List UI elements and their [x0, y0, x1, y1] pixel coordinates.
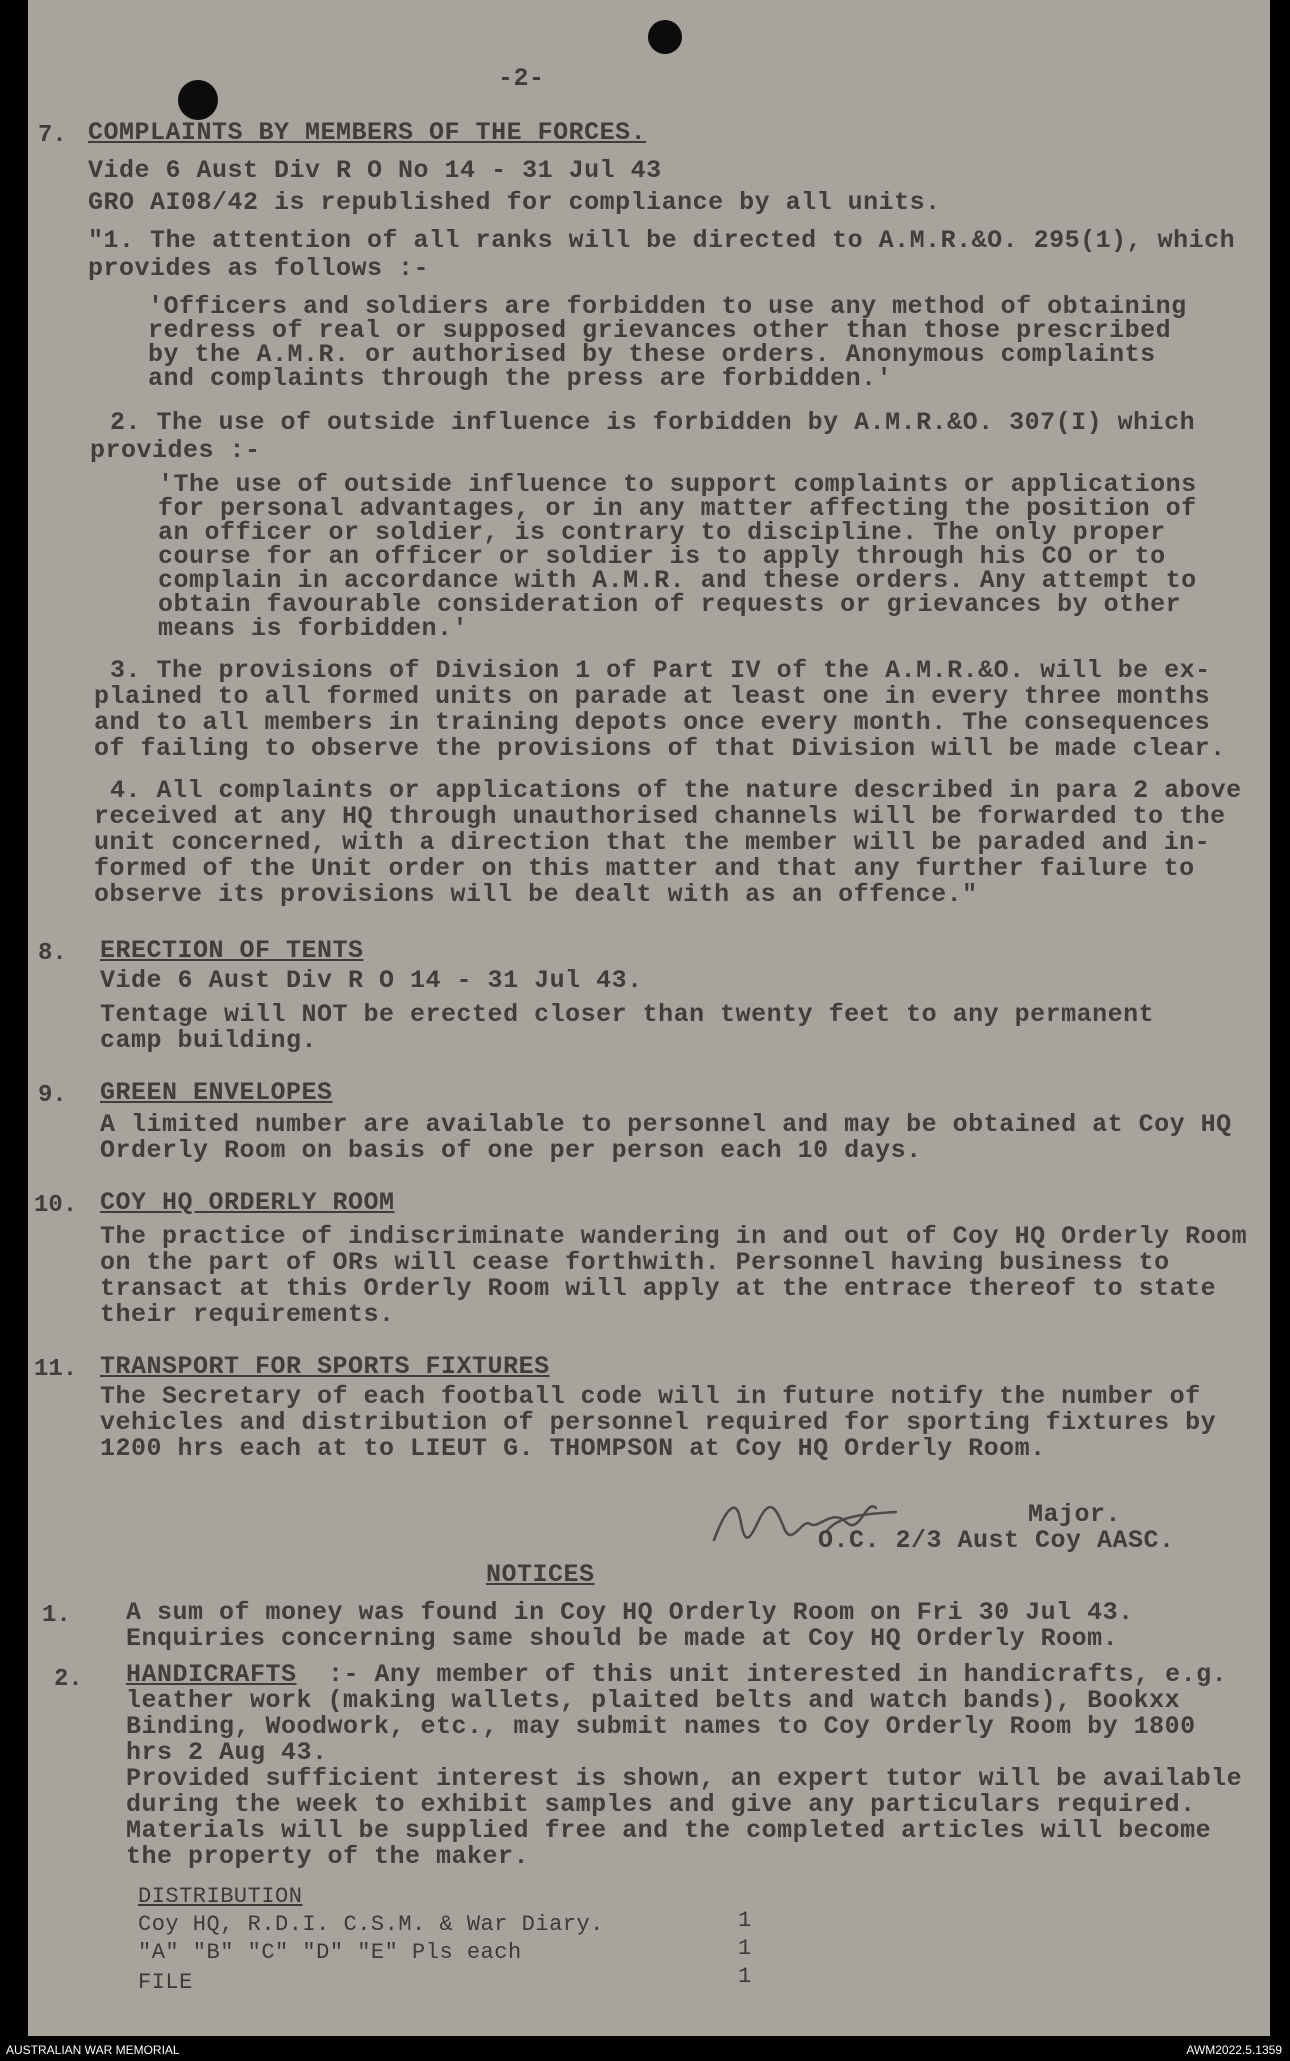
notice-number: 2. — [54, 1666, 83, 1693]
text-line: vehicles and distribution of personnel required for sporting fixtures by — [100, 1408, 1217, 1437]
text-line: Enquiries concerning same should be made at Coy HQ Orderly Room. — [126, 1624, 1119, 1653]
text-line: GRO AI08/42 is republished for compliance by all units. — [88, 188, 941, 217]
section-number: 11. — [34, 1356, 78, 1383]
text-line: of failing to observe the provisions of that Division will be made clear. — [94, 734, 1226, 763]
text-line: leather work (making wallets, plaited belts and watch bands), Bookxx — [126, 1686, 1181, 1715]
notice-number: 1. — [42, 1602, 71, 1629]
text-line: Provided sufficient interest is shown, an expert tutor will be available — [126, 1764, 1243, 1793]
section-number: 10. — [34, 1192, 78, 1219]
text-line: Binding, Woodwork, etc., may submit names to Coy Orderly Room by 1800 — [126, 1712, 1196, 1741]
text-line: 3. The provisions of Division 1 of Part IV of the A.M.R.&O. will be ex- — [110, 656, 1211, 685]
text-line: Orderly Room on basis of one per person each 10 days. — [100, 1136, 922, 1165]
footer-reference: AWM2022.5.1359 — [1186, 2043, 1282, 2057]
footer-source: AUSTRALIAN WAR MEMORIAL — [6, 2043, 180, 2057]
section-number: 7. — [38, 122, 67, 149]
document-page — [28, 0, 1270, 2036]
text-line: formed of the Unit order on this matter and that any further failure to — [94, 854, 1195, 883]
text-line: redress of real or supposed grievances other than those prescribed — [148, 316, 1172, 345]
text-line: observe its provisions will be dealt with as an offence." — [94, 880, 978, 909]
text-line: plained to all formed units on parade at least one in every three months — [94, 682, 1211, 711]
signatory-title: O.C. 2/3 Aust Coy AASC. — [818, 1526, 1175, 1555]
distribution-copies: 1 — [738, 1908, 752, 1933]
text-line: provides as follows :- — [88, 254, 430, 283]
text-line: Vide 6 Aust Div R O 14 - 31 Jul 43. — [100, 966, 643, 995]
notices-heading: NOTICES — [486, 1560, 595, 1589]
distribution-copies: 1 — [738, 1936, 752, 1961]
distribution-recipient: FILE — [138, 1970, 193, 1995]
text-line: 'Officers and soldiers are forbidden to use any method of obtaining — [148, 292, 1187, 321]
text-line: camp building. — [100, 1026, 318, 1055]
text-line: means is forbidden.' — [158, 614, 469, 643]
text-line: their requirements. — [100, 1300, 395, 1329]
distribution-copies: 1 — [738, 1964, 752, 1989]
text-line: and complaints through the press are forbidden.' — [148, 364, 893, 393]
text-line: complain in accordance with A.M.R. and these orders. Any attempt to — [158, 566, 1197, 595]
text-line: the property of the maker. — [126, 1842, 530, 1871]
text-line: "1. The attention of all ranks will be directed to A.M.R.&O. 295(1), which — [88, 226, 1236, 255]
text-line: :- Any member of this unit interested in handicrafts, e.g. — [328, 1660, 1228, 1689]
text-line: an officer or soldier, is contrary to discipline. The only proper — [158, 518, 1166, 547]
text-line: A limited number are available to personnel and may be obtained at Coy HQ — [100, 1110, 1232, 1139]
text-line: The practice of indiscriminate wandering in and out of Coy HQ Orderly Room — [100, 1222, 1248, 1251]
distribution-recipient: Coy HQ, R.D.I. C.S.M. & War Diary. — [138, 1912, 604, 1937]
punch-hole-left — [178, 80, 218, 120]
text-line: transact at this Orderly Room will apply at the entrace thereof to state — [100, 1274, 1217, 1303]
text-line: 1200 hrs each at to LIEUT G. THOMPSON at Coy HQ Orderly Room. — [100, 1434, 1046, 1463]
section-number: 9. — [38, 1082, 67, 1109]
section-heading: GREEN ENVELOPES — [100, 1078, 333, 1107]
distribution-recipient: "A" "B" "C" "D" "E" Pls each — [138, 1940, 522, 1965]
text-line: and to all members in training depots once every month. The consequences — [94, 708, 1211, 737]
section-heading: COY HQ ORDERLY ROOM — [100, 1188, 395, 1217]
text-line: by the A.M.R. or authorised by these orders. Anonymous complaints — [148, 340, 1156, 369]
text-line: hrs 2 Aug 43. — [126, 1738, 328, 1767]
text-line: on the part of ORs will cease forthwith. Personnel having business to — [100, 1248, 1170, 1277]
text-line: 2. The use of outside influence is forbidden by A.M.R.&O. 307(I) which — [110, 408, 1196, 437]
text-line: Tentage will NOT be erected closer than twenty feet to any permanent — [100, 1000, 1155, 1029]
signatory-rank: Major. — [1028, 1500, 1122, 1529]
punch-hole-right — [648, 20, 682, 54]
section-number: 8. — [38, 940, 67, 967]
section-heading: TRANSPORT FOR SPORTS FIXTURES — [100, 1352, 550, 1381]
text-line: Vide 6 Aust Div R O No 14 - 31 Jul 43 — [88, 156, 662, 185]
section-heading: COMPLAINTS BY MEMBERS OF THE FORCES. — [88, 118, 647, 147]
text-line: A sum of money was found in Coy HQ Orderly Room on Fri 30 Jul 43. — [126, 1598, 1134, 1627]
page-number: -2- — [498, 64, 545, 93]
text-line: provides :- — [90, 436, 261, 465]
text-line: The Secretary of each football code will in future notify the number of — [100, 1382, 1201, 1411]
distribution-heading: DISTRIBUTION — [138, 1884, 303, 1909]
text-line: 4. All complaints or applications of the nature described in para 2 above — [110, 776, 1242, 805]
text-line: unit concerned, with a direction that the member will be paraded and in- — [94, 828, 1211, 857]
text-line: during the week to exhibit samples and give any particulars required. — [126, 1790, 1196, 1819]
text-line: course for an officer or soldier is to apply through his CO or to — [158, 542, 1166, 571]
text-line: received at any HQ through unauthorised channels will be forwarded to the — [94, 802, 1226, 831]
notice-label: HANDICRAFTS — [126, 1660, 297, 1689]
text-line: Materials will be supplied free and the completed articles will become — [126, 1816, 1212, 1845]
text-line: obtain favourable consideration of requests or grievances by other — [158, 590, 1182, 619]
text-line: 'The use of outside influence to support complaints or applications — [158, 470, 1197, 499]
text-line: for personal advantages, or in any matter affecting the position of — [158, 494, 1197, 523]
section-heading: ERECTION OF TENTS — [100, 936, 364, 965]
